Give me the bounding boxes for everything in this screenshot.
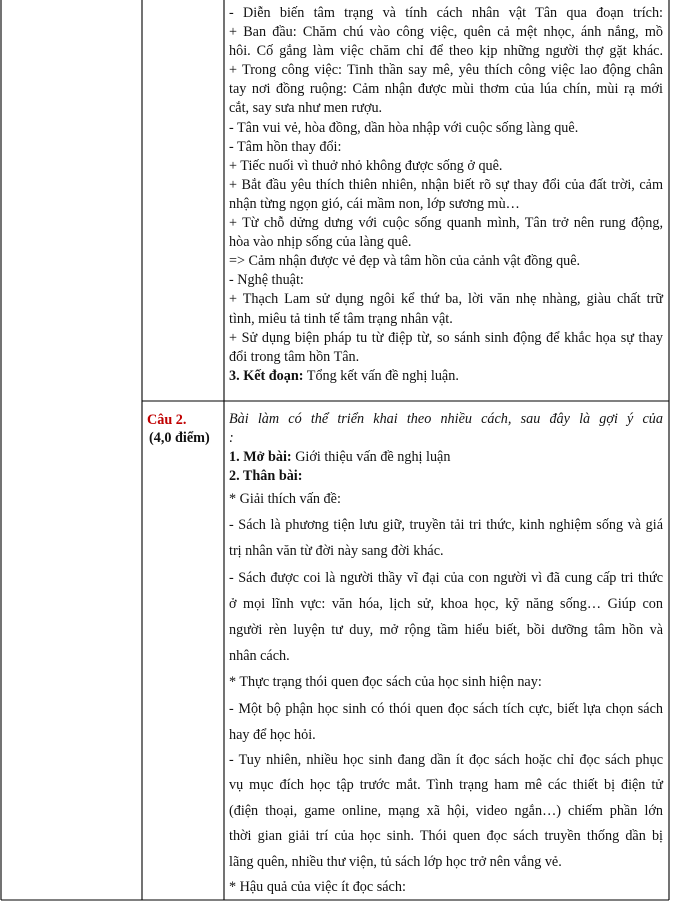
- heading-ket-doan: 3. Kết đoạn:: [229, 367, 304, 384]
- question-number: Câu 2.: [147, 412, 187, 428]
- intro-line-cont: :: [229, 430, 234, 446]
- heading-mo-bai: 1. Mở bài:: [229, 449, 292, 465]
- text-line: - Tuy nhiên, nhiều học sinh đang dần ít đọc sách hoặc chỉ đọc sách phục: [229, 751, 663, 768]
- text-line: * Giải thích vấn đề:: [229, 491, 341, 507]
- text-line: - Tân vui vẻ, hòa đồng, dần hòa nhập với cuộc sống làng quê.: [229, 119, 579, 136]
- text-line: lãng quên, nhiều thư viện, tủ sách lớp học trở nên vắng vẻ.: [229, 853, 562, 870]
- mo-bai-text: Giới thiệu vấn đề nghị luận: [291, 449, 451, 465]
- intro-line: Bài làm có thể triển khai theo nhiều cách, sau đây là gợi ý của: [229, 411, 663, 427]
- question-label-cau-2: [147, 411, 210, 447]
- text-line: đổi trong tâm hồn Tân.: [229, 348, 360, 365]
- text-line: + Từ chỗ dửng dưng với cuộc sống quanh mình, Tân trở nên rung động,: [229, 215, 663, 232]
- answer-block-cau-2: [229, 410, 663, 901]
- text-line: nhân cách.: [229, 648, 290, 665]
- text-line: trị nhân văn từ đời này sang đời khác.: [229, 543, 444, 560]
- text-line: + Ban đầu: Chăm chú vào công việc, quên cả mệt nhọc, ánh nắng, mồ: [229, 24, 663, 41]
- text-line: - Tâm hồn thay đổi:: [229, 138, 342, 155]
- text-line: * Hậu quả của việc ít đọc sách:: [229, 879, 406, 896]
- text-line: người rèn luyện tư duy, mở rộng tầm hiểu biết, bồi dưỡng tâm hồn và: [229, 621, 663, 638]
- text-line-ket-doan: [229, 367, 663, 386]
- text-line: vụ mục đích học tập trước mắt. Tình trạng ham mê các thiết bị điện tử: [229, 777, 663, 794]
- text-line: + Sử dụng biện pháp tu từ điệp từ, so sánh sinh động để khắc họa sự thay: [229, 329, 663, 346]
- text-line: hay để học hỏi.: [229, 726, 316, 743]
- text-line: - Sách là phương tiện lưu giữ, truyền tải tri thức, kinh nghiệm sống và giá: [229, 517, 663, 534]
- text-line: tình, miêu tả tinh tế tâm trạng nhân vật.: [229, 310, 453, 327]
- ket-doan-text: Tổng kết vấn đề nghị luận.: [303, 367, 459, 384]
- text-line: + Bắt đầu yêu thích thiên nhiên, nhận biết rõ sự thay đổi của đất trời, cảm: [229, 176, 663, 193]
- text-line: - Diễn biến tâm trạng và tính cách nhân vật Tân qua đoạn trích:: [229, 5, 663, 21]
- text-line: - Một bộ phận học sinh có thói quen đọc sách tích cực, biết lựa chọn sách: [229, 700, 663, 717]
- question-points: (4,0 điểm): [149, 430, 210, 446]
- text-line: ở mọi lĩnh vực: văn hóa, lịch sử, khoa học, kỹ năng sống… Giúp con: [229, 595, 663, 612]
- text-line: * Thực trạng thói quen đọc sách của học sinh hiện nay:: [229, 674, 542, 691]
- text-line: nhận từng ngọn gió, cái mầm non, lớp sương mù…: [229, 195, 520, 212]
- text-line: + Thạch Lam sử dụng ngôi kể thứ ba, lời văn nhẹ nhàng, giàu chất trữ: [229, 291, 663, 308]
- text-line: tay nơi đồng ruộng: Cảm nhận được mùi thơm của lúa chín, mùi rạ mới: [229, 81, 663, 98]
- text-line: - Nghệ thuật:: [229, 272, 304, 289]
- text-line: + Trong công việc: Tinh thần say mê, yêu thích công việc lao động chân: [229, 62, 663, 79]
- heading-than-bai: 2. Thân bài:: [229, 468, 303, 484]
- section-than-bai: [229, 467, 663, 486]
- answer-block-cau-1: [229, 4, 663, 386]
- text-line: thời gian giải trí của học sinh. Thói quen đọc sách truyền thống dần bị: [229, 828, 663, 845]
- text-line: => Cảm nhận được vẻ đẹp và tâm hồn của cảnh vật đồng quê.: [229, 253, 581, 270]
- section-mo-bai: [229, 448, 663, 467]
- text-line: + Tiếc nuối vì thuở nhỏ không được sống ở quê.: [229, 157, 503, 174]
- text-line: - Sách được coi là người thầy vĩ đại của con người vì đã cung cấp tri thức: [229, 569, 663, 586]
- text-line: cắt, say sưa như men rượu.: [229, 100, 383, 117]
- text-line: hòa vào nhịp sống của làng quê.: [229, 234, 412, 251]
- text-line: (điện thoại, game online, mạng xã hội, video ngắn…) chiếm phần lớn: [229, 802, 663, 819]
- text-line: hôi. Cố gắng làm việc chăm chỉ để theo kịp những người thợ gặt khác.: [229, 43, 663, 60]
